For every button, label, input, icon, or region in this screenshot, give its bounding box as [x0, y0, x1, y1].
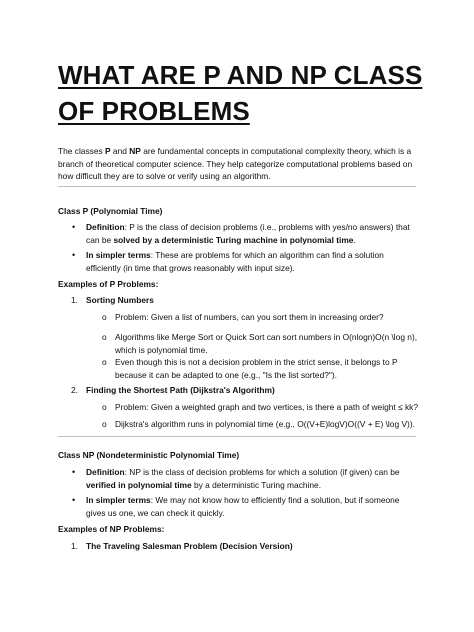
list-number: 1.: [71, 295, 78, 305]
page-title: WHAT ARE P AND NP CLASS OF PROBLEMS: [58, 60, 423, 126]
p-examples-heading: Examples of P Problems:: [58, 279, 159, 289]
sub-bullet-glyph: o: [102, 312, 107, 322]
sub-bullet-glyph: o: [102, 419, 107, 429]
class-np-definition: [86, 466, 420, 491]
simpler-terms-text: : These are problems for which an algorithm can find a solution efficiently (in time that grows reasonably with input size).: [86, 250, 384, 273]
class-p-simpler-terms: [86, 249, 418, 274]
class-np-heading: Class NP (Nondeterministic Polynomial Time): [58, 450, 240, 460]
intro-p-bold: P: [105, 146, 111, 156]
definition-bold: solved by a deterministic Turing machine in polynomial time: [113, 234, 354, 245]
intro-text: and: [110, 146, 130, 156]
definition-text: .: [353, 234, 356, 245]
np-examples-heading: Examples of NP Problems:: [58, 524, 165, 534]
intro-text: are fundamental concepts in computational complexity theory, which is a branch of theoretical computer science. They help categorize computational problems based on how difficult they are to solve or verify using an algorithm.: [58, 146, 413, 181]
section-divider: [58, 186, 416, 187]
list-number: 1.: [71, 541, 78, 551]
class-p-definition: [86, 221, 418, 246]
sorting-item: Even though this is not a decision problem in the strict sense, it belongs to P because it can be adapted to one (e.g., "Is the list sorted?").: [115, 357, 398, 380]
simpler-terms-label: In simpler terms: [86, 495, 151, 505]
sorting-item: Algorithms like Merge Sort or Quick Sort can sort numbers in O(nlogn)O(n \log n), which is polynomial time.: [115, 332, 418, 355]
simpler-terms-text: : We may not know how to efficiently find a solution, but if someone gives us one, we can check it quickly.: [86, 495, 400, 518]
definition-label: Definition: [86, 467, 125, 477]
example-title-sorting: Sorting Numbers: [86, 295, 154, 305]
example-title-shortest-path: Finding the Shortest Path (Dijkstra's Algorithm): [86, 385, 275, 395]
class-p-heading: Class P (Polynomial Time): [58, 206, 163, 216]
definition-text: by a deterministic Turing machine.: [191, 479, 322, 490]
bullet-glyph: •: [72, 495, 76, 505]
definition-text: : NP is the class of decision problems for which a solution (if given) can be: [124, 467, 400, 477]
bullet-glyph: •: [72, 222, 76, 232]
definition-label: Definition: [86, 222, 125, 232]
intro-paragraph: [58, 145, 418, 183]
definition-bold: verified in polynomial time: [86, 479, 192, 490]
intro-np-bold: NP: [129, 146, 141, 156]
bullet-glyph: •: [72, 467, 76, 477]
list-number: 2.: [71, 385, 78, 395]
sub-bullet-glyph: o: [102, 332, 107, 342]
bullet-glyph: •: [72, 250, 76, 260]
shortest-path-item: Problem: Given a weighted graph and two vertices, is there a path of weight ≤ kk?: [115, 402, 419, 412]
simpler-terms-label: In simpler terms: [86, 250, 151, 260]
class-np-simpler-terms: [86, 494, 420, 519]
sub-bullet-glyph: o: [102, 402, 107, 412]
intro-text: The classes: [58, 146, 106, 156]
shortest-path-item: Dijkstra's algorithm runs in polynomial time (e.g., O((V+E)logV)O((V + E) \log V)).: [115, 419, 415, 429]
example-title-tsp: The Traveling Salesman Problem (Decision Version): [86, 541, 293, 551]
section-divider: [58, 436, 416, 437]
sorting-item: Problem: Given a list of numbers, can you sort them in increasing order?: [115, 312, 384, 322]
definition-text: : P is the class of decision problems (i.e., problems with yes/no answers) that can be: [86, 222, 410, 245]
sub-bullet-glyph: o: [102, 357, 107, 367]
